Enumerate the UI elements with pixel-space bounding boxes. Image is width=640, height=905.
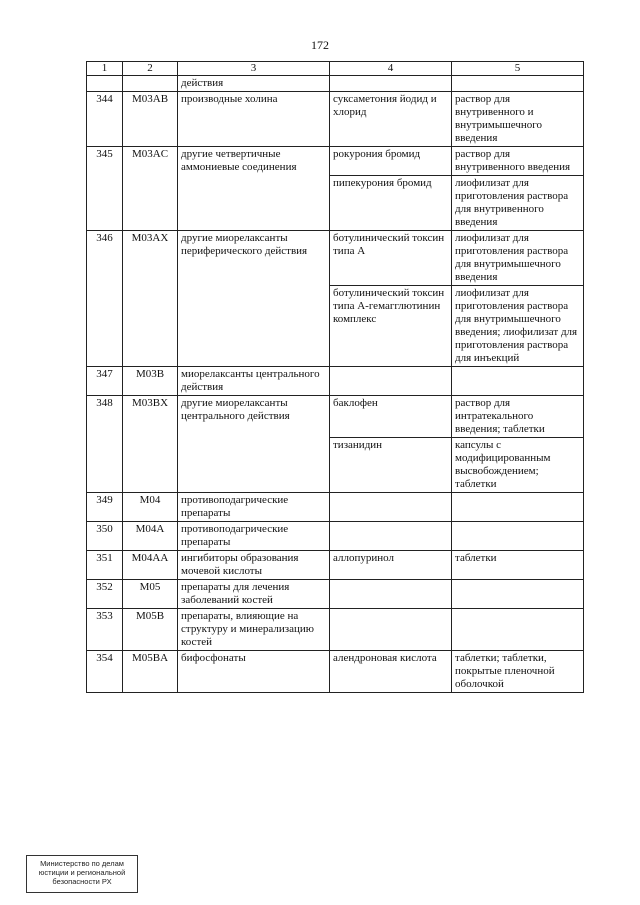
header-col-2: 2 xyxy=(123,62,178,76)
drug-name: рокурония бромид xyxy=(330,147,452,176)
group-name: миорелаксанты центрального действия xyxy=(178,367,330,396)
continuation-code-cell xyxy=(123,76,178,92)
continuation-row xyxy=(87,76,584,92)
group-name: противоподагрические препараты xyxy=(178,493,330,522)
header-row xyxy=(87,62,584,76)
row-number: 350 xyxy=(87,522,123,551)
drug-name: баклофен xyxy=(330,396,452,438)
continuation-text: действия xyxy=(178,76,330,92)
dosage-form: раствор для интратекального введения; таблетки xyxy=(452,396,584,438)
atc-code: M03B xyxy=(123,367,178,396)
drug-name xyxy=(330,580,452,609)
row-number: 349 xyxy=(87,493,123,522)
row-number: 346 xyxy=(87,231,123,367)
table-row xyxy=(87,522,584,551)
dosage-form: лиофилизат для приготовления раствора для внутримышечного введения xyxy=(452,231,584,286)
header-col-1: 1 xyxy=(87,62,123,76)
drug-name: тизанидин xyxy=(330,438,452,493)
drug-name xyxy=(330,609,452,651)
dosage-form xyxy=(452,522,584,551)
row-number: 353 xyxy=(87,609,123,651)
drug-name: ботулинический токсин типа А xyxy=(330,231,452,286)
drug-name: пипекурония бромид xyxy=(330,176,452,231)
dosage-form xyxy=(452,367,584,396)
dosage-form: раствор для внутривенного и внутримышечного введения xyxy=(452,92,584,147)
group-name: препараты для лечения заболеваний костей xyxy=(178,580,330,609)
continuation-num-cell xyxy=(87,76,123,92)
atc-code: M05BA xyxy=(123,651,178,693)
table-row xyxy=(87,92,584,147)
dosage-form xyxy=(452,493,584,522)
atc-code: M03BX xyxy=(123,396,178,493)
table-row xyxy=(87,609,584,651)
dosage-form: таблетки xyxy=(452,551,584,580)
header-col-5: 5 xyxy=(452,62,584,76)
dosage-form xyxy=(452,580,584,609)
atc-code: M03AC xyxy=(123,147,178,231)
atc-code: M05 xyxy=(123,580,178,609)
ministry-stamp xyxy=(26,855,138,893)
group-name: противоподагрические препараты xyxy=(178,522,330,551)
table-row xyxy=(87,580,584,609)
dosage-form: таблетки; таблетки, покрытые пленочной оболочкой xyxy=(452,651,584,693)
table-row xyxy=(87,651,584,693)
table-row xyxy=(87,493,584,522)
dosage-form xyxy=(452,609,584,651)
dosage-form: лиофилизат для приготовления раствора для внутримышечного введения; лиофилизат для приготовления раствора для инъекций xyxy=(452,286,584,367)
row-number: 352 xyxy=(87,580,123,609)
drug-name: суксаметония йодид и хлорид xyxy=(330,92,452,147)
drug-name xyxy=(330,367,452,396)
group-name: другие четвертичные аммониевые соединения xyxy=(178,147,330,231)
table-row xyxy=(87,367,584,396)
drug-classification-table xyxy=(86,61,584,693)
atc-code: M04AA xyxy=(123,551,178,580)
table-row xyxy=(87,231,584,286)
drug-name xyxy=(330,522,452,551)
atc-code: M04A xyxy=(123,522,178,551)
drug-name: алендроновая кислота xyxy=(330,651,452,693)
dosage-form: лиофилизат для приготовления раствора для внутривенного введения xyxy=(452,176,584,231)
atc-code: M03AX xyxy=(123,231,178,367)
drug-name: ботулинический токсин типа А-гемагглютинин комплекс xyxy=(330,286,452,367)
dosage-form: капсулы с модифицированным высвобождением; таблетки xyxy=(452,438,584,493)
stamp-line: Министерство по делам xyxy=(40,859,124,868)
atc-code: M04 xyxy=(123,493,178,522)
group-name: препараты, влияющие на структуру и минерализацию костей xyxy=(178,609,330,651)
drug-name: аллопуринол xyxy=(330,551,452,580)
group-name: другие миорелаксанты центрального действия xyxy=(178,396,330,493)
header-col-4: 4 xyxy=(330,62,452,76)
stamp-line: безопасности РХ xyxy=(52,877,112,886)
row-number: 351 xyxy=(87,551,123,580)
group-name: производные холина xyxy=(178,92,330,147)
dosage-form: раствор для внутривенного введения xyxy=(452,147,584,176)
continuation-form-cell xyxy=(452,76,584,92)
header-col-3: 3 xyxy=(178,62,330,76)
table-row xyxy=(87,147,584,176)
page-number: 172 xyxy=(311,38,329,52)
atc-code: M03AB xyxy=(123,92,178,147)
table-body xyxy=(87,76,584,693)
row-number: 345 xyxy=(87,147,123,231)
row-number: 344 xyxy=(87,92,123,147)
drug-name xyxy=(330,493,452,522)
table-row xyxy=(87,551,584,580)
atc-code: M05B xyxy=(123,609,178,651)
row-number: 347 xyxy=(87,367,123,396)
row-number: 354 xyxy=(87,651,123,693)
continuation-drug-cell xyxy=(330,76,452,92)
row-number: 348 xyxy=(87,396,123,493)
group-name: бифосфонаты xyxy=(178,651,330,693)
group-name: другие миорелаксанты периферического действия xyxy=(178,231,330,367)
group-name: ингибиторы образования мочевой кислоты xyxy=(178,551,330,580)
table-row xyxy=(87,396,584,438)
stamp-line: юстиции и региональной xyxy=(38,868,126,877)
